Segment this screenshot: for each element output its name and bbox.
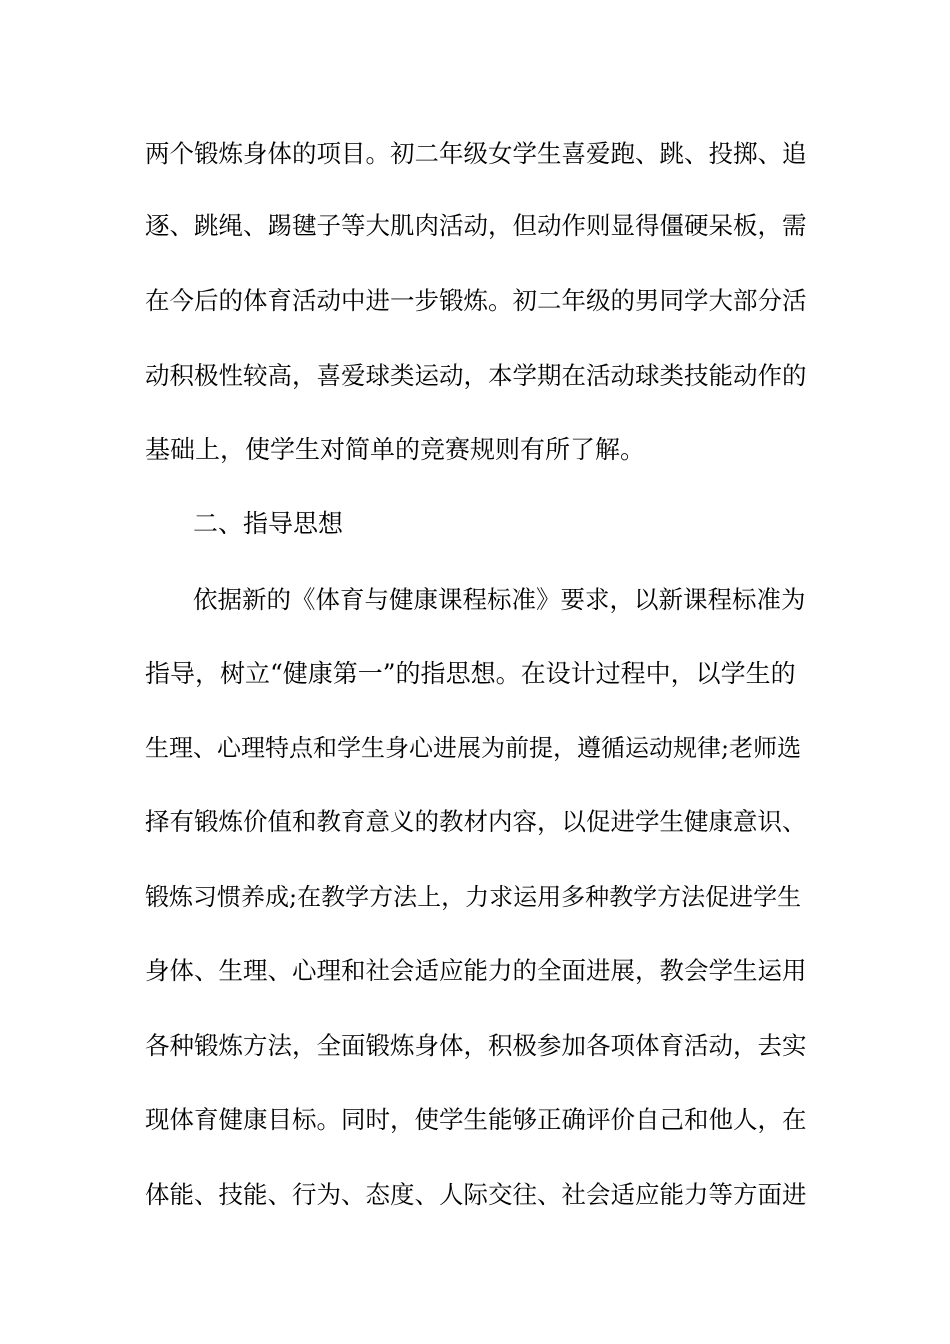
paragraph-2-line-3: 生理、心理特点和学生身心进展为前提，遵循运动规律;老师选	[145, 734, 802, 762]
paragraph-2-line-7: 各种锻炼方法，全面锻炼身体，积极参加各项体育活动，去实	[145, 1031, 807, 1060]
paragraph-2-line-2: 指导，树立“健康第一”的指思想。在设计过程中，以学生的	[145, 659, 796, 688]
paragraph-1-line-5: 基础上，使学生对简单的竞赛规则有所了解。	[145, 435, 646, 464]
paragraph-2-line-6: 身体、生理、心理和社会适应能力的全面进展，教会学生运用	[145, 956, 807, 985]
paragraph-2-line-1: 依据新的《体育与健康课程标准》要求，以新课程标准为	[193, 585, 806, 614]
paragraph-1-line-1: 两个锻炼身体的项目。初二年级女学生喜爱跑、跳、投掷、追	[145, 139, 807, 168]
section-heading: 二、指导思想	[193, 509, 344, 538]
paragraph-1-line-2: 逐、跳绳、踢毽子等大肌肉活动，但动作则显得僵硬呆板，需	[145, 211, 807, 240]
paragraph-1-line-4: 动积极性较高，喜爱球类运动，本学期在活动球类技能动作的	[145, 361, 807, 390]
paragraph-2-line-8: 现体育健康目标。同时，使学生能够正确评价自己和他人，在	[145, 1105, 807, 1134]
paragraph-2-line-9: 体能、技能、行为、态度、人际交往、社会适应能力等方面进	[145, 1180, 807, 1209]
paragraph-1-line-3: 在今后的体育活动中进一步锻炼。初二年级的男同学大部分活	[145, 286, 807, 315]
paragraph-2-line-4: 择有锻炼价值和教育意义的教材内容，以促进学生健康意识、	[145, 807, 807, 836]
paragraph-2-line-5: 锻炼习惯养成;在教学方法上，力求运用多种教学方法促进学生	[145, 883, 802, 911]
